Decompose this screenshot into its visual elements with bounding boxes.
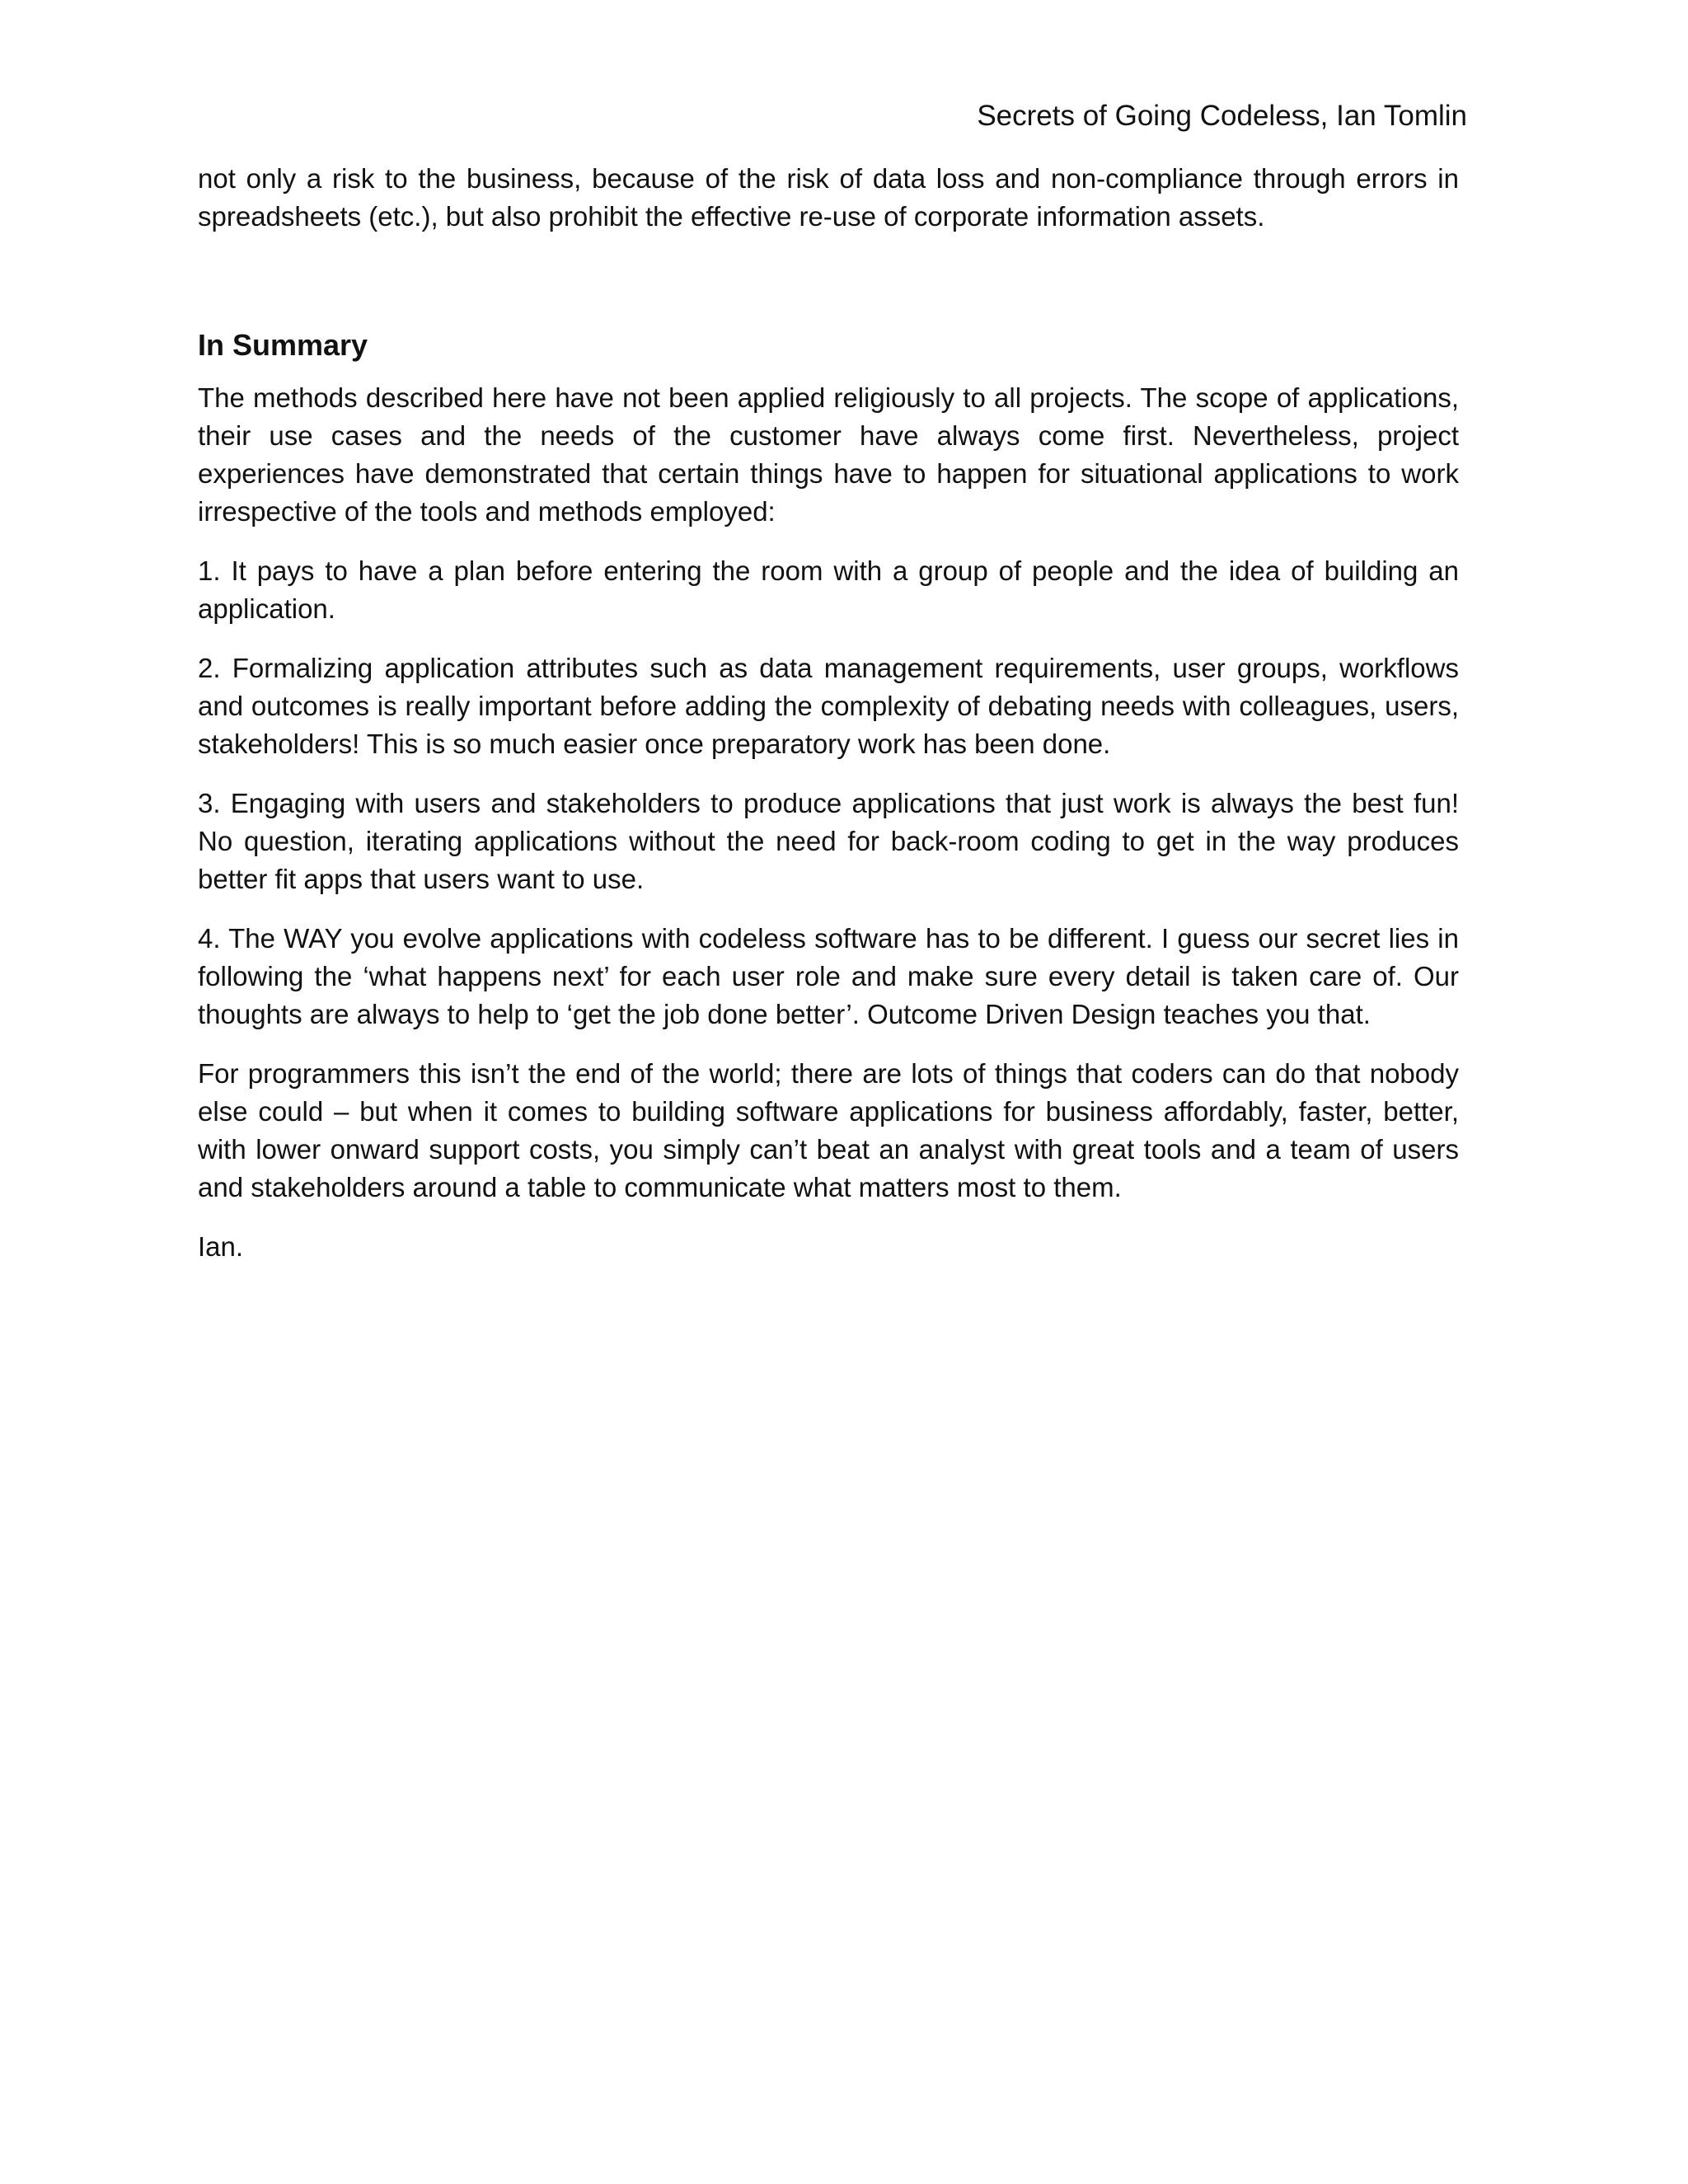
- intro-paragraph: The methods described here have not been applied religiously to all projects. The scope of applications, their use cases and the needs of the customer have always come first. Nevertheless, project experiences have demonstrated that certain things have to happen for situational applications to work irrespective of the tools and methods employed:: [198, 382, 1459, 527]
- numbered-point-4: 4. The WAY you evolve applications with codeless software has to be different. I guess our secret lies in following the ‘what happens next’ for each user role and make sure every detail is taken care of. Our thoughts are always to help to ‘get the job done better’. Outcome Driven Design teaches you that.: [198, 923, 1459, 1029]
- closing-paragraph: For programmers this isn’t the end of the world; there are lots of things that coders can do that nobody else could – but when it comes to building software applications for business affordably, faster, better, with lower onward support costs, you simply can’t beat an analyst with great tools and a team of users and stakeholders around a table to communicate what matters most to them.: [198, 1058, 1459, 1202]
- opening-paragraph: not only a risk to the business, because of the risk of data loss and non-compliance through errors in spreadsheets (etc.), but also prohibit the effective re-use of corporate information assets.: [198, 163, 1459, 232]
- author-signoff: Ian.: [198, 1231, 244, 1262]
- section-heading: In Summary: [198, 328, 368, 362]
- page-body: [198, 160, 1459, 1287]
- numbered-point-1: 1. It pays to have a plan before entering the room with a group of people and the idea of building an application.: [198, 555, 1459, 624]
- running-header: Secrets of Going Codeless, Ian Tomlin: [977, 100, 1467, 132]
- numbered-point-3: 3. Engaging with users and stakeholders to produce applications that just work is always the best fun! No question, iterating applications without the need for back-room coding to get in the way produces better fit apps that users want to use.: [198, 788, 1459, 894]
- numbered-point-2: 2. Formalizing application attributes such as data management requirements, user groups, workflows and outcomes is really important before adding the complexity of debating needs with colleagues, users, stakeholders! This is so much easier once preparatory work has been done.: [198, 653, 1459, 759]
